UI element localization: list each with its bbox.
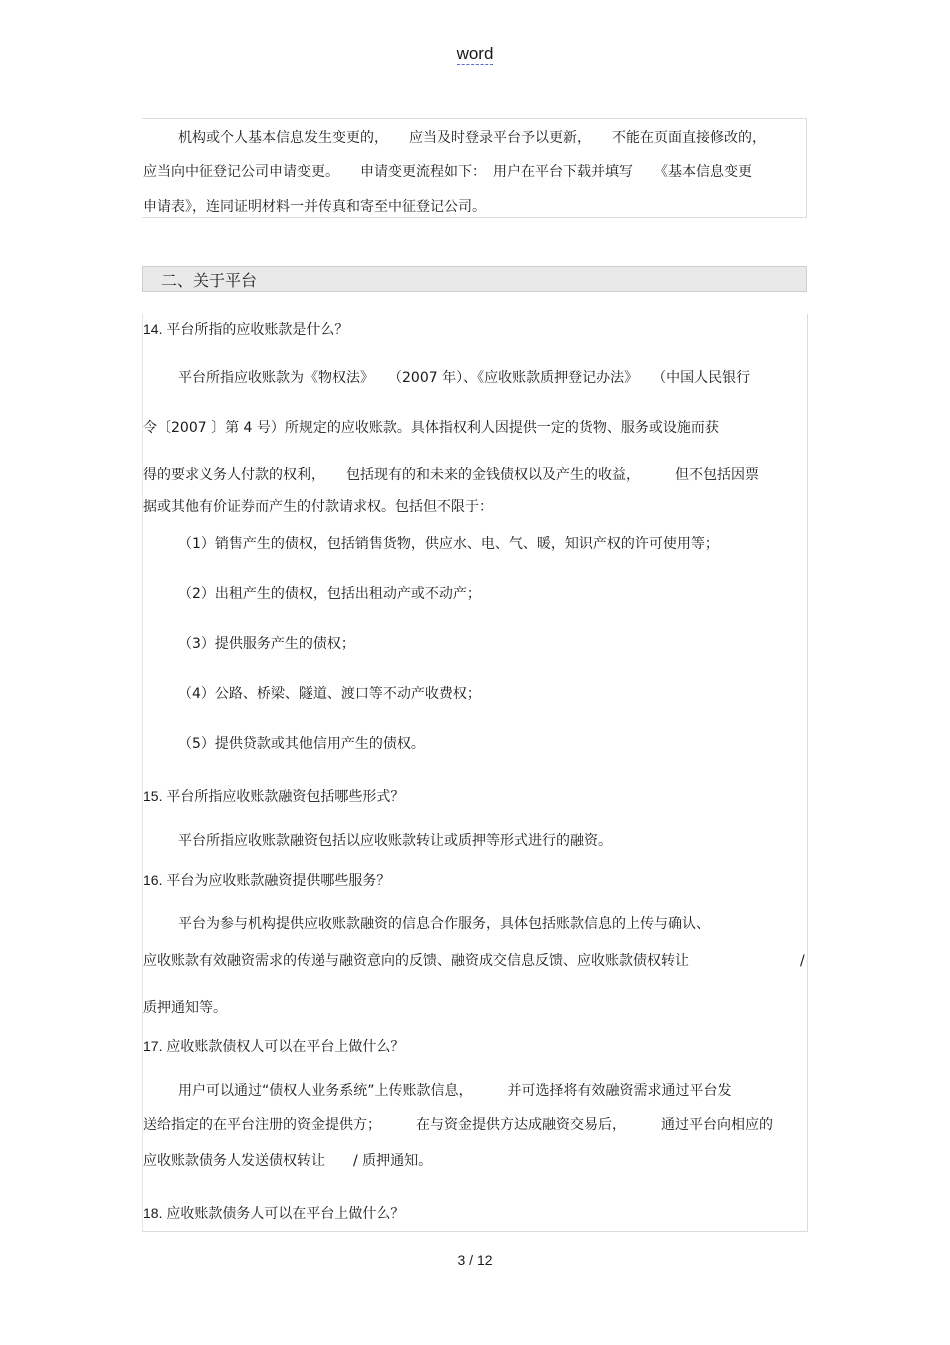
answer-line: 令〔2007 〕第 4 号）所规定的应收账款。具体指权利人因提供一定的货物、服务或设施而获 <box>143 420 719 436</box>
intro-line: 机构或个人基本信息发生变更的， 应当及时登录平台予以更新， 不能在页面直接修改的， <box>178 130 766 146</box>
answer-line: 平台所指应收账款为《物权法》 （2007 年）、《应收账款质押登记办法》 （中国人民银行 <box>178 370 751 386</box>
page-indicator: 3 / 12 <box>457 1252 493 1268</box>
list-item: （4）公路、桥梁、隧道、渡口等不动产收费权； <box>178 686 481 702</box>
answer-line: 用户可以通过“债权人业务系统”上传账款信息， 并可选择将有效融资需求通过平台发 <box>178 1083 732 1099</box>
answer-line: 应收账款债务人发送债权转让 / 质押通知。 <box>143 1153 433 1169</box>
answer-line: 据或其他有价证券而产生的付款请求权。包括但不限于： <box>143 499 493 515</box>
question-18: 18. 应收账款债务人可以在平台上做什么？ <box>143 1205 405 1221</box>
intro-line: 应当向中征登记公司申请变更。 申请变更流程如下： 用户在平台下载并填写 《基本信息变更 <box>143 164 752 180</box>
list-item: （3）提供服务产生的债权； <box>178 636 355 652</box>
answer-line: 平台所指应收账款融资包括以应收账款转让或质押等形式进行的融资。 <box>178 833 612 849</box>
question-16: 16. 平台为应收账款融资提供哪些服务？ <box>143 872 391 888</box>
list-item: （2）出租产生的债权，包括出租动产或不动产； <box>178 586 481 602</box>
answer-line: 质押通知等。 <box>143 1000 227 1016</box>
answer-line: 平台为参与机构提供应收账款融资的信息合作服务，具体包括账款信息的上传与确认、 <box>178 916 710 932</box>
answer-line: / <box>800 953 805 969</box>
header-title: word <box>456 44 494 63</box>
section-header <box>142 266 807 292</box>
question-17: 17. 应收账款债权人可以在平台上做什么？ <box>143 1038 405 1054</box>
answer-line: 应收账款有效融资需求的传递与融资意向的反馈、融资成交信息反馈、应收账款债权转让 <box>143 953 689 969</box>
question-14: 14. 平台所指的应收账款是什么？ <box>143 321 349 337</box>
answer-line: 得的要求义务人付款的权利， 包括现有的和未来的金钱债权以及产生的收益， 但不包括因票 <box>143 467 759 483</box>
answer-line: 送给指定的在平台注册的资金提供方； 在与资金提供方达成融资交易后， 通过平台向相应的 <box>143 1117 773 1133</box>
list-item: （1）销售产生的债权，包括销售货物，供应水、电、气、暖，知识产权的许可使用等； <box>178 536 719 552</box>
intro-line: 申请表》，连同证明材料一并传真和寄至中征登记公司。 <box>143 199 486 215</box>
section-title: 二、关于平台 <box>161 271 258 290</box>
page-header <box>0 44 950 64</box>
list-item: （5）提供贷款或其他信用产生的债权。 <box>178 736 425 752</box>
question-15: 15. 平台所指应收账款融资包括哪些形式？ <box>143 788 405 804</box>
